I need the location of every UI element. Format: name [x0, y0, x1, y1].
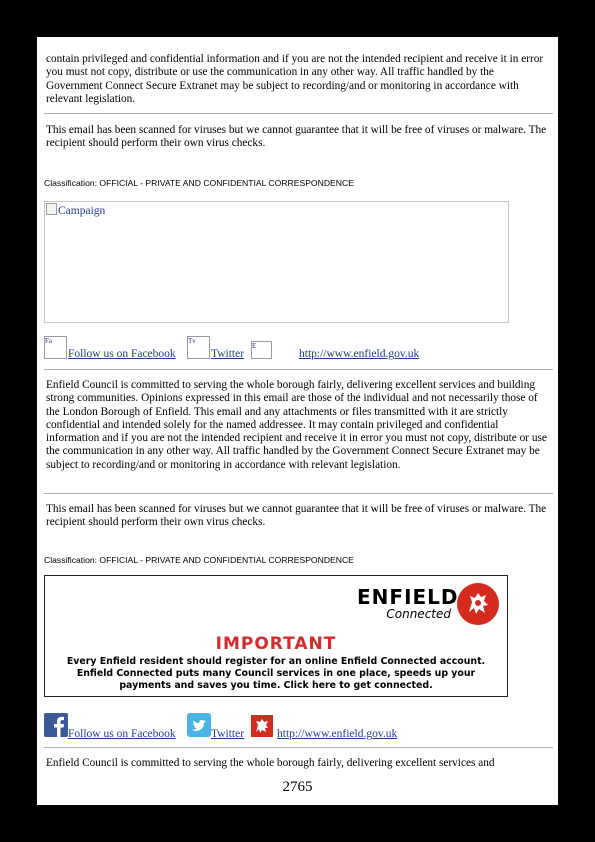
- page-number: 2765: [282, 779, 313, 795]
- enfield-website-link[interactable]: http://www.enfield.gov.uk: [277, 728, 398, 740]
- classification-label: Classification: OFFICIAL - PRIVATE AND CONFIDENTIAL CORRESPONDENCE: [44, 178, 354, 188]
- enfield-seal-icon: [456, 582, 500, 626]
- banner-message: [45, 656, 507, 692]
- brand-name: ENFIELD: [357, 585, 459, 609]
- divider: [44, 369, 553, 370]
- campaign-alt-text: Campaign: [58, 205, 106, 217]
- facebook-icon[interactable]: Fa: [44, 336, 67, 359]
- twitter-link[interactable]: Twitter: [211, 348, 245, 360]
- enfield-connected-banner[interactable]: [44, 575, 508, 697]
- social-links-row: [44, 713, 549, 741]
- legal-notice-text: contain privileged and confidential information and if you are not the intended recipient and receive it in error you must not copy, distribute or use the communication in any other way. All traffic handled by the Government Connect Secure Extranet may be subject to recording/and or monitoring in accordance with relevant legislation.: [46, 53, 544, 105]
- campaign-image-placeholder[interactable]: [44, 201, 509, 323]
- social-links-row: [44, 335, 549, 361]
- enfield-website-link[interactable]: http://www.enfield.gov.uk: [299, 348, 420, 360]
- facebook-icon[interactable]: [44, 713, 68, 737]
- banner-line: Every Enfield resident should register for an online Enfield Connected account.: [66, 656, 486, 667]
- document-page: [37, 37, 558, 805]
- enfield-web-icon[interactable]: E: [251, 341, 272, 359]
- classification-label: Classification: OFFICIAL - PRIVATE AND CONFIDENTIAL CORRESPONDENCE: [44, 555, 354, 565]
- enfield-crest-icon[interactable]: [251, 715, 273, 737]
- twitter-link[interactable]: Twitter: [211, 728, 245, 740]
- brand-sub: Connected: [386, 607, 451, 621]
- banner-line: payments and saves you time. Click here to get connected.: [119, 680, 433, 691]
- virus-notice-text: This email has been scanned for viruses but we cannot guarantee that it will be free of viruses or malware. The recipient should perform their own virus checks.: [46, 503, 547, 529]
- divider: [44, 747, 553, 748]
- facebook-link[interactable]: Follow us on Facebook: [68, 348, 176, 360]
- virus-notice-text: This email has been scanned for viruses but we cannot guarantee that it will be free of viruses or malware. The recipient should perform their own virus checks.: [46, 124, 547, 150]
- twitter-icon[interactable]: Tv: [187, 336, 210, 359]
- twitter-icon[interactable]: [187, 713, 211, 737]
- banner-line: Enfield Connected puts many Council services in one place, speeds up your: [76, 668, 476, 679]
- facebook-link[interactable]: Follow us on Facebook: [68, 728, 176, 740]
- divider: [44, 113, 553, 114]
- broken-image-icon: [46, 203, 105, 217]
- disclaimer-text: Enfield Council is committed to serving the whole borough fairly, delivering excellent services and: [46, 757, 495, 769]
- disclaimer-text: Enfield Council is committed to serving the whole borough fairly, delivering excellent services and building strong communities. Opinions expressed in this email are those of the individual and not necessarily those of the London Borough of Enfield. This email and any attachments or files transmitted with it are strictly confidential and intended solely for the named addressee. It may contain privileged and confidential information and if you are not the intended recipient and receive it in error you must not copy, distribute or use the communication in any other way. All traffic handled by the Government Connect Secure Extranet may be subject to recording/and or monitoring in accordance with relevant legislation.: [46, 379, 547, 471]
- divider: [44, 493, 553, 494]
- enfield-connected-logo: [357, 586, 457, 620]
- important-heading: IMPORTANT: [215, 634, 337, 654]
